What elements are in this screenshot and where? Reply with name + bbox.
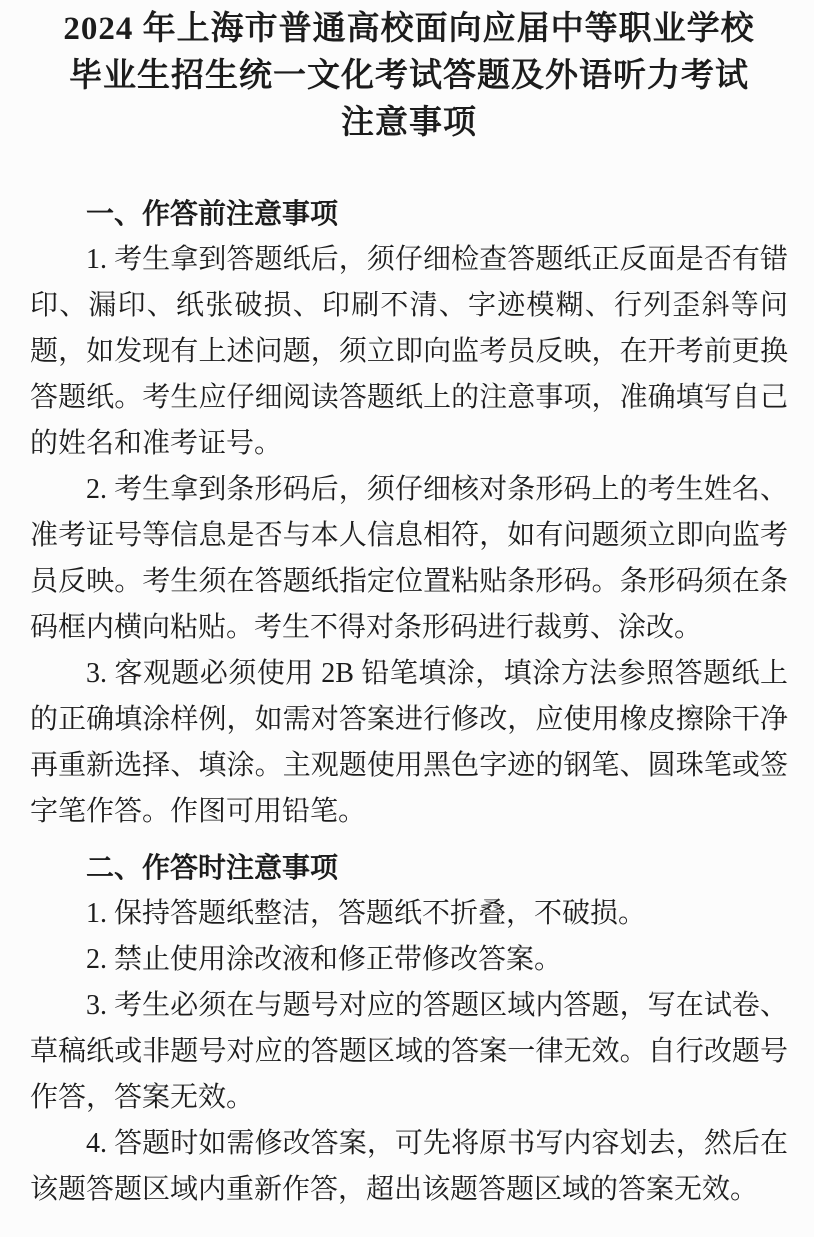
- section-before-answering-heading: 一、作答前注意事项: [86, 198, 339, 229]
- section-before-answering-item-2: 2. 考生拿到条形码后，须仔细核对条形码上的考生姓名、准考证号等信息是否与本人信息相符，如有问题须立即向监考员反映。考生须在答题纸指定位置粘贴条形码。条形码须在条码框内横向粘贴。考生不得对条形码进行裁剪、涂改。: [30, 474, 788, 643]
- section-before-answering-item-1: 1. 考生拿到答题纸后，须仔细检查答题纸正反面是否有错印、漏印、纸张破损、印刷不清、字迹模糊、行列歪斜等问题，如发现有上述问题，须立即向监考员反映，在开考前更换答题纸。考生应仔细阅读答题纸上的注意事项，准确填写自己的姓名和准考证号。: [30, 244, 788, 459]
- document-title: [30, 6, 788, 147]
- section-while-answering-heading: 二、作答时注意事项: [86, 852, 339, 883]
- section-before-answering-item-3: 3. 客观题必须使用 2B 铅笔填涂，填涂方法参照答题纸上的正确填涂样例，如需对答案进行修改，应使用橡皮擦除干净再重新选择、填涂。主观题使用黑色字迹的钢笔、圆珠笔或签字笔作答。作图可用铅笔。: [30, 658, 788, 827]
- section-while-answering-item-2: 2. 禁止使用涂改液和修正带修改答案。: [86, 944, 563, 975]
- title-line-2: 毕业生招生统一文化考试答题及外语听力考试: [69, 58, 749, 94]
- section-while-answering-item-4: 4. 答题时如需修改答案，可先将原书写内容划去，然后在该题答题区域内重新作答，超出该题答题区域的答案无效。: [30, 1128, 788, 1205]
- title-line-3: 注意事项: [341, 105, 477, 141]
- title-line-1: 2024 年上海市普通高校面向应届中等职业学校: [63, 11, 755, 47]
- section-while-answering-item-1: 1. 保持答题纸整洁，答题纸不折叠，不破损。: [86, 898, 647, 929]
- section-while-answering-item-3: 3. 考生必须在与题号对应的答题区域内答题，写在试卷、草稿纸或非题号对应的答题区域的答案一律无效。自行改题号作答，答案无效。: [30, 990, 788, 1113]
